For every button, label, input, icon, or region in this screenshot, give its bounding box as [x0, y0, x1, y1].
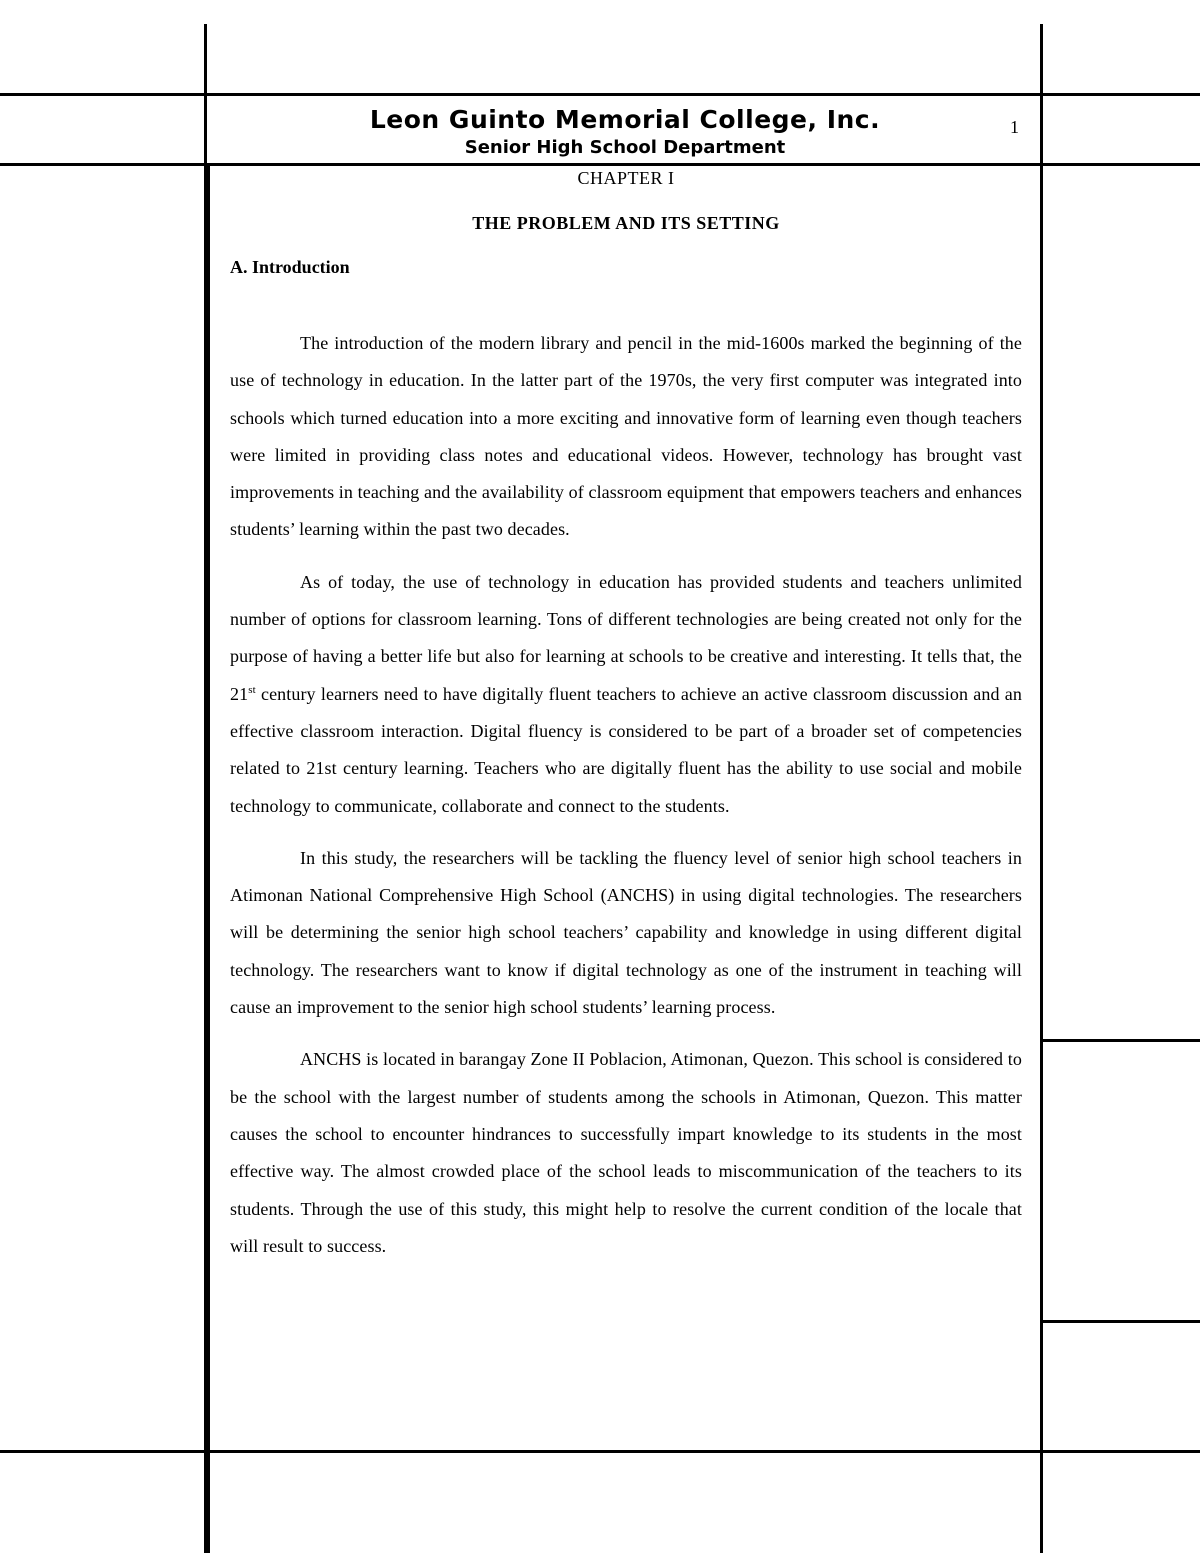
chapter-title: THE PROBLEM AND ITS SETTING	[472, 213, 780, 233]
paragraph-1: The introduction of the modern library and pencil in the mid-1600s marked the beginning of the use of technology in education. In the latter part of the 1970s, the very first computer was integrated into schools which turned education into a more exciting and innovative form of learning even though teachers were limited in providing class notes and educational videos. However, technology has brought vast improvements in teaching and the availability of classroom equipment that empowers teachers and enhances students’ learning within the past two decades.	[230, 333, 1022, 540]
paragraph-3: In this study, the researchers will be tackling the fluency level of senior high school teachers in Atimonan National Comprehensive High School (ANCHS) in using digital technologies. The researchers will be determining the senior high school teachers’ capability and knowledge in using different digital technology. The researchers want to know if digital technology as one of the instrument in teaching will cause an improvement to the senior high school students’ learning process.	[230, 847, 1022, 1018]
header-bottom-rule	[0, 163, 1200, 166]
left-content-rule	[207, 166, 210, 1553]
ordinal-superscript: st	[248, 683, 256, 696]
paragraph-2	[230, 564, 1022, 825]
right-margin-rule-lower	[1040, 1320, 1200, 1323]
header-top-rule	[0, 93, 1200, 96]
paragraph-2-text-before: As of today, the use of technology in education has provided students and teachers unlimited number of options for classroom learning. Tons of different technologies are being created not only for the purpose of having a better life but also for learning at schools to be creative and interesting. It tells that, the 21	[230, 571, 1022, 704]
paragraph-2-text-after: century learners need to have digitally fluent teachers to achieve an active classroom discussion and an effective classroom interaction. Digital fluency is considered to be part of a broader set of competencies related to 21st century learning. Teachers who are digitally fluent has the ability to use social and mobile technology to communicate, collaborate and connect to the students.	[230, 683, 1022, 816]
chapter-label: CHAPTER I	[577, 168, 675, 188]
footer-top-rule	[0, 1450, 1200, 1453]
paragraph-4: ANCHS is located in barangay Zone II Poblacion, Atimonan, Quezon. This school is considered to be the school with the largest number of students among the schools in Atimonan, Quezon. This matter causes the school to encounter hindrances to successfully impart knowledge to its students in the most effective way. The almost crowded place of the school leads to miscommunication of the teachers to its students. Through the use of this study, this might help to resolve the current condition of the locale that will result to success.	[230, 1049, 1022, 1256]
institution-name: Leon Guinto Memorial College, Inc.	[369, 105, 881, 134]
section-heading: A. Introduction	[230, 257, 350, 277]
right-margin-rule-upper	[1040, 1039, 1200, 1042]
department-name: Senior High School Department	[464, 137, 786, 158]
right-margin-rule	[1040, 24, 1043, 1553]
page-number: 1	[1010, 117, 1019, 137]
chapter-body	[230, 167, 1022, 1265]
